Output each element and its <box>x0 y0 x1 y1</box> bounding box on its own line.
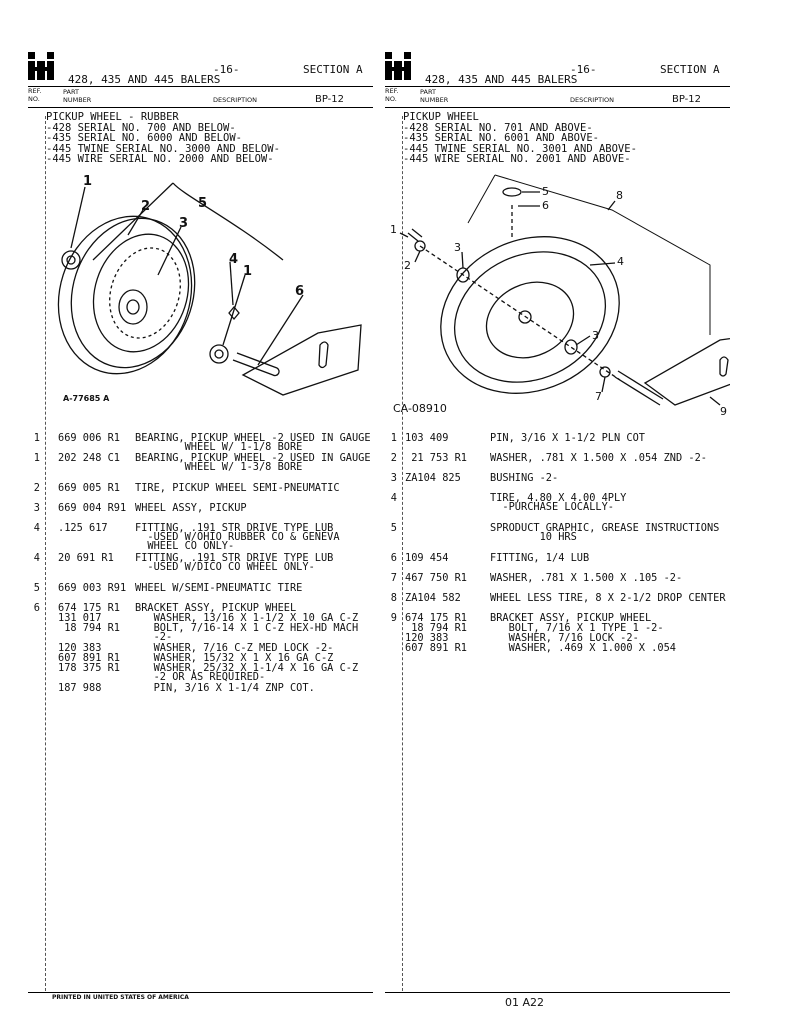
part-number: 669 005 R1 <box>58 482 120 494</box>
callout-1: 1 <box>83 174 93 189</box>
part-description: BRACKET ASSY, PICKUP WHEEL <box>490 612 652 624</box>
page-code: 01 A22 <box>505 996 545 1009</box>
columns-rule <box>28 107 373 108</box>
col-no-label: NO. <box>385 95 397 103</box>
part-description: WASHER, 7/16 LOCK -2- <box>490 632 639 644</box>
pickup-wheel-rubber-diagram <box>33 165 373 430</box>
bp-code: BP-12 <box>672 94 702 105</box>
part-description: BUSHING -2- <box>490 472 559 484</box>
part-number: 103 409 <box>405 432 449 444</box>
part-number: 669 003 R91 <box>58 582 127 594</box>
part-description: WASHER, .469 X 1.000 X .054 <box>490 642 676 654</box>
part-description: PIN, 3/16 X 1-1/2 PLN COT <box>490 432 645 444</box>
part-description: WHEEL ASSY, PICKUP <box>135 502 247 514</box>
callout-4: 4 <box>229 252 239 267</box>
part-number: 131 017 <box>58 612 102 624</box>
part-number: 120 383 <box>58 642 102 654</box>
col-number-label: NUMBER <box>63 96 92 104</box>
part-description: PIN, 3/16 X 1-1/4 ZNP COT. <box>135 682 315 694</box>
part-number: 674 175 R1 <box>405 612 467 624</box>
part-number: 120 383 <box>405 632 449 644</box>
col-no-label: NO. <box>28 95 40 103</box>
part-description: BOLT, 7/16 X 1 TYPE 1 -2- <box>490 622 664 634</box>
model-title: 428, 435 AND 445 BALERS <box>68 73 221 86</box>
part-description: FITTING, .191 STR DRIVE TYPE LUB <box>135 522 334 534</box>
title-line: PICKUP WHEEL <box>403 111 479 123</box>
ref-number: 4 <box>390 492 397 504</box>
part-description: BOLT, 7/16-14 X 1 C-Z HEX-HD MACH <box>135 622 359 634</box>
part-number: 669 006 R1 <box>58 432 120 444</box>
ref-number: 1 <box>33 452 40 464</box>
part-description: BRACKET ASSY, PICKUP WHEEL <box>135 602 297 614</box>
title-line: -428 SERIAL NO. 700 AND BELOW- <box>46 121 236 134</box>
col-ref-label: REF. <box>385 87 399 95</box>
part-description: WASHER, 7/16 C-Z MED LOCK -2- <box>135 642 334 654</box>
model-title: 428, 435 AND 445 BALERS <box>425 73 578 86</box>
part-number: 109 454 <box>405 552 449 564</box>
part-description: -USED W/OHIO RUBBER CO & GENEVA <box>135 531 340 543</box>
col-ref-label: REF. <box>28 87 42 95</box>
part-description: WHEEL CO ONLY- <box>135 540 235 552</box>
ref-number: 1 <box>390 432 397 444</box>
ref-number: 9 <box>390 612 397 624</box>
part-description: 10 HRS <box>490 531 577 543</box>
callout-1: 1 <box>390 223 397 236</box>
callout-2: 2 <box>404 259 411 272</box>
part-description: WHEEL W/SEMI-PNEUMATIC TIRE <box>135 582 303 594</box>
part-description: -USED W/DICO CO WHEEL ONLY- <box>135 561 315 573</box>
ref-number: 6 <box>33 602 40 614</box>
ref-number: 3 <box>33 502 40 514</box>
part-description: WASHER, 13/16 X 1-1/2 X 10 GA C-Z <box>135 612 359 624</box>
part-number: ZA104 825 <box>405 472 461 484</box>
callout-6: 6 <box>542 199 549 212</box>
title-line: -435 SERIAL NO. 6000 AND BELOW- <box>46 132 242 144</box>
title-line: -428 SERIAL NO. 701 AND ABOVE- <box>403 121 593 134</box>
title-line: -445 TWINE SERIAL NO. 3001 AND ABOVE- <box>403 142 637 155</box>
callout-6: 6 <box>295 284 305 299</box>
ih-logo-icon <box>385 52 411 80</box>
title-line: -445 WIRE SERIAL NO. 2000 AND BELOW- <box>46 153 274 165</box>
col-part-label: PART <box>63 88 79 96</box>
part-description: FITTING, .191 STR DRIVE TYPE LUB <box>135 552 334 564</box>
part-description: BEARING, PICKUP WHEEL -2 USED IN GAUGE <box>135 432 371 444</box>
ref-number: 5 <box>33 582 40 594</box>
ref-number: 2 <box>390 452 397 464</box>
callout-9: 9 <box>720 405 727 418</box>
callout-2: 2 <box>141 199 151 214</box>
part-description: TIRE, 4.80 X 4.00 4PLY <box>490 492 627 504</box>
printed-notice: PRINTED IN UNITED STATES OF AMERICA <box>52 994 189 1001</box>
part-description: SPRODUCT GRAPHIC, GREASE INSTRUCTIONS <box>490 522 720 534</box>
bp-code: BP-12 <box>315 94 345 105</box>
section-label: SECTION A <box>660 63 720 76</box>
part-description: -2 OR AS REQUIRED- <box>135 671 266 683</box>
part-number: 20 691 R1 <box>58 552 114 564</box>
title-line: -435 SERIAL NO. 6001 AND ABOVE- <box>403 132 599 144</box>
part-number: 178 375 R1 <box>58 662 120 674</box>
columns-rule <box>385 107 730 108</box>
col-number-label: NUMBER <box>420 96 449 104</box>
part-description: WHEEL LESS TIRE, 8 X 2-1/2 DROP CENTER <box>490 592 726 604</box>
part-number: 669 004 R91 <box>58 502 127 514</box>
ref-number: 5 <box>390 522 397 534</box>
part-description: WHEEL W/ 1-3/8 BORE <box>135 461 303 473</box>
part-number: 607 891 R1 <box>405 642 467 654</box>
part-number: 674 175 R1 <box>58 602 120 614</box>
page-number: -16- <box>570 63 597 76</box>
ref-number: 6 <box>390 552 397 564</box>
col-description-label: DESCRIPTION <box>570 96 614 104</box>
part-number: 607 891 R1 <box>58 652 120 664</box>
callout-3: 3 <box>454 241 461 254</box>
pickup-wheel-diagram <box>390 165 730 430</box>
footer-rule <box>385 992 730 993</box>
ref-number: 2 <box>33 482 40 494</box>
title-line: -445 TWINE SERIAL NO. 3000 AND BELOW- <box>46 142 280 155</box>
part-number: 467 750 R1 <box>405 572 467 584</box>
part-number: 18 794 R1 <box>405 622 467 634</box>
left-page <box>28 0 378 1000</box>
part-number: .125 617 <box>58 522 108 534</box>
ref-number: 7 <box>390 572 397 584</box>
callout-5: 5 <box>542 185 549 198</box>
col-description-label: DESCRIPTION <box>213 96 257 104</box>
callout-4: 4 <box>617 255 624 268</box>
part-number: 18 794 R1 <box>58 622 120 634</box>
part-number: 187 988 <box>58 682 102 694</box>
right-page <box>385 0 735 1000</box>
section-label: SECTION A <box>303 63 363 76</box>
ref-number: 1 <box>33 432 40 444</box>
page-number: -16- <box>213 63 240 76</box>
callout-7: 7 <box>595 390 602 403</box>
callout-3: 3 <box>179 216 189 231</box>
part-description: FITTING, 1/4 LUB <box>490 552 590 564</box>
diagram-code: A-77685 A <box>63 394 110 403</box>
part-description: WASHER, .781 X 1.500 X .105 -2- <box>490 572 683 584</box>
section-title <box>46 112 280 165</box>
part-description: WASHER, 25/32 X 1-1/4 X 16 GA C-Z <box>135 662 359 674</box>
ih-logo-icon <box>28 52 54 80</box>
diagram-code: CA-08910 <box>393 402 447 415</box>
callout-8: 8 <box>616 189 623 202</box>
ref-number: 3 <box>390 472 397 484</box>
callout-5: 5 <box>198 196 208 211</box>
callout-1b: 1 <box>243 264 253 279</box>
part-number: 21 753 R1 <box>405 452 467 464</box>
section-title <box>403 112 637 165</box>
header-rule <box>28 86 373 87</box>
ref-number: 4 <box>33 522 40 534</box>
ref-number: 4 <box>33 552 40 564</box>
part-description: TIRE, PICKUP WHEEL SEMI-PNEUMATIC <box>135 482 340 494</box>
title-line: PICKUP WHEEL - RUBBER <box>46 111 179 123</box>
ref-number: 8 <box>390 592 397 604</box>
part-description: BEARING, PICKUP WHEEL -2 USED IN GAUGE <box>135 452 371 464</box>
part-number: 202 248 C1 <box>58 452 120 464</box>
part-description: -2- <box>135 631 173 643</box>
callout-3b: 3 <box>592 329 599 342</box>
part-description: WASHER, .781 X 1.500 X .054 ZND -2- <box>490 452 707 464</box>
part-description: WASHER, 15/32 X 1 X 16 GA C-Z <box>135 652 334 664</box>
title-line: -445 WIRE SERIAL NO. 2001 AND ABOVE- <box>403 153 631 165</box>
footer-rule <box>28 992 373 993</box>
part-number: ZA104 582 <box>405 592 461 604</box>
part-description: -PURCHASE LOCALLY- <box>490 501 614 513</box>
header-rule <box>385 86 730 87</box>
col-part-label: PART <box>420 88 436 96</box>
part-description: WHEEL W/ 1-1/8 BORE <box>135 441 303 453</box>
